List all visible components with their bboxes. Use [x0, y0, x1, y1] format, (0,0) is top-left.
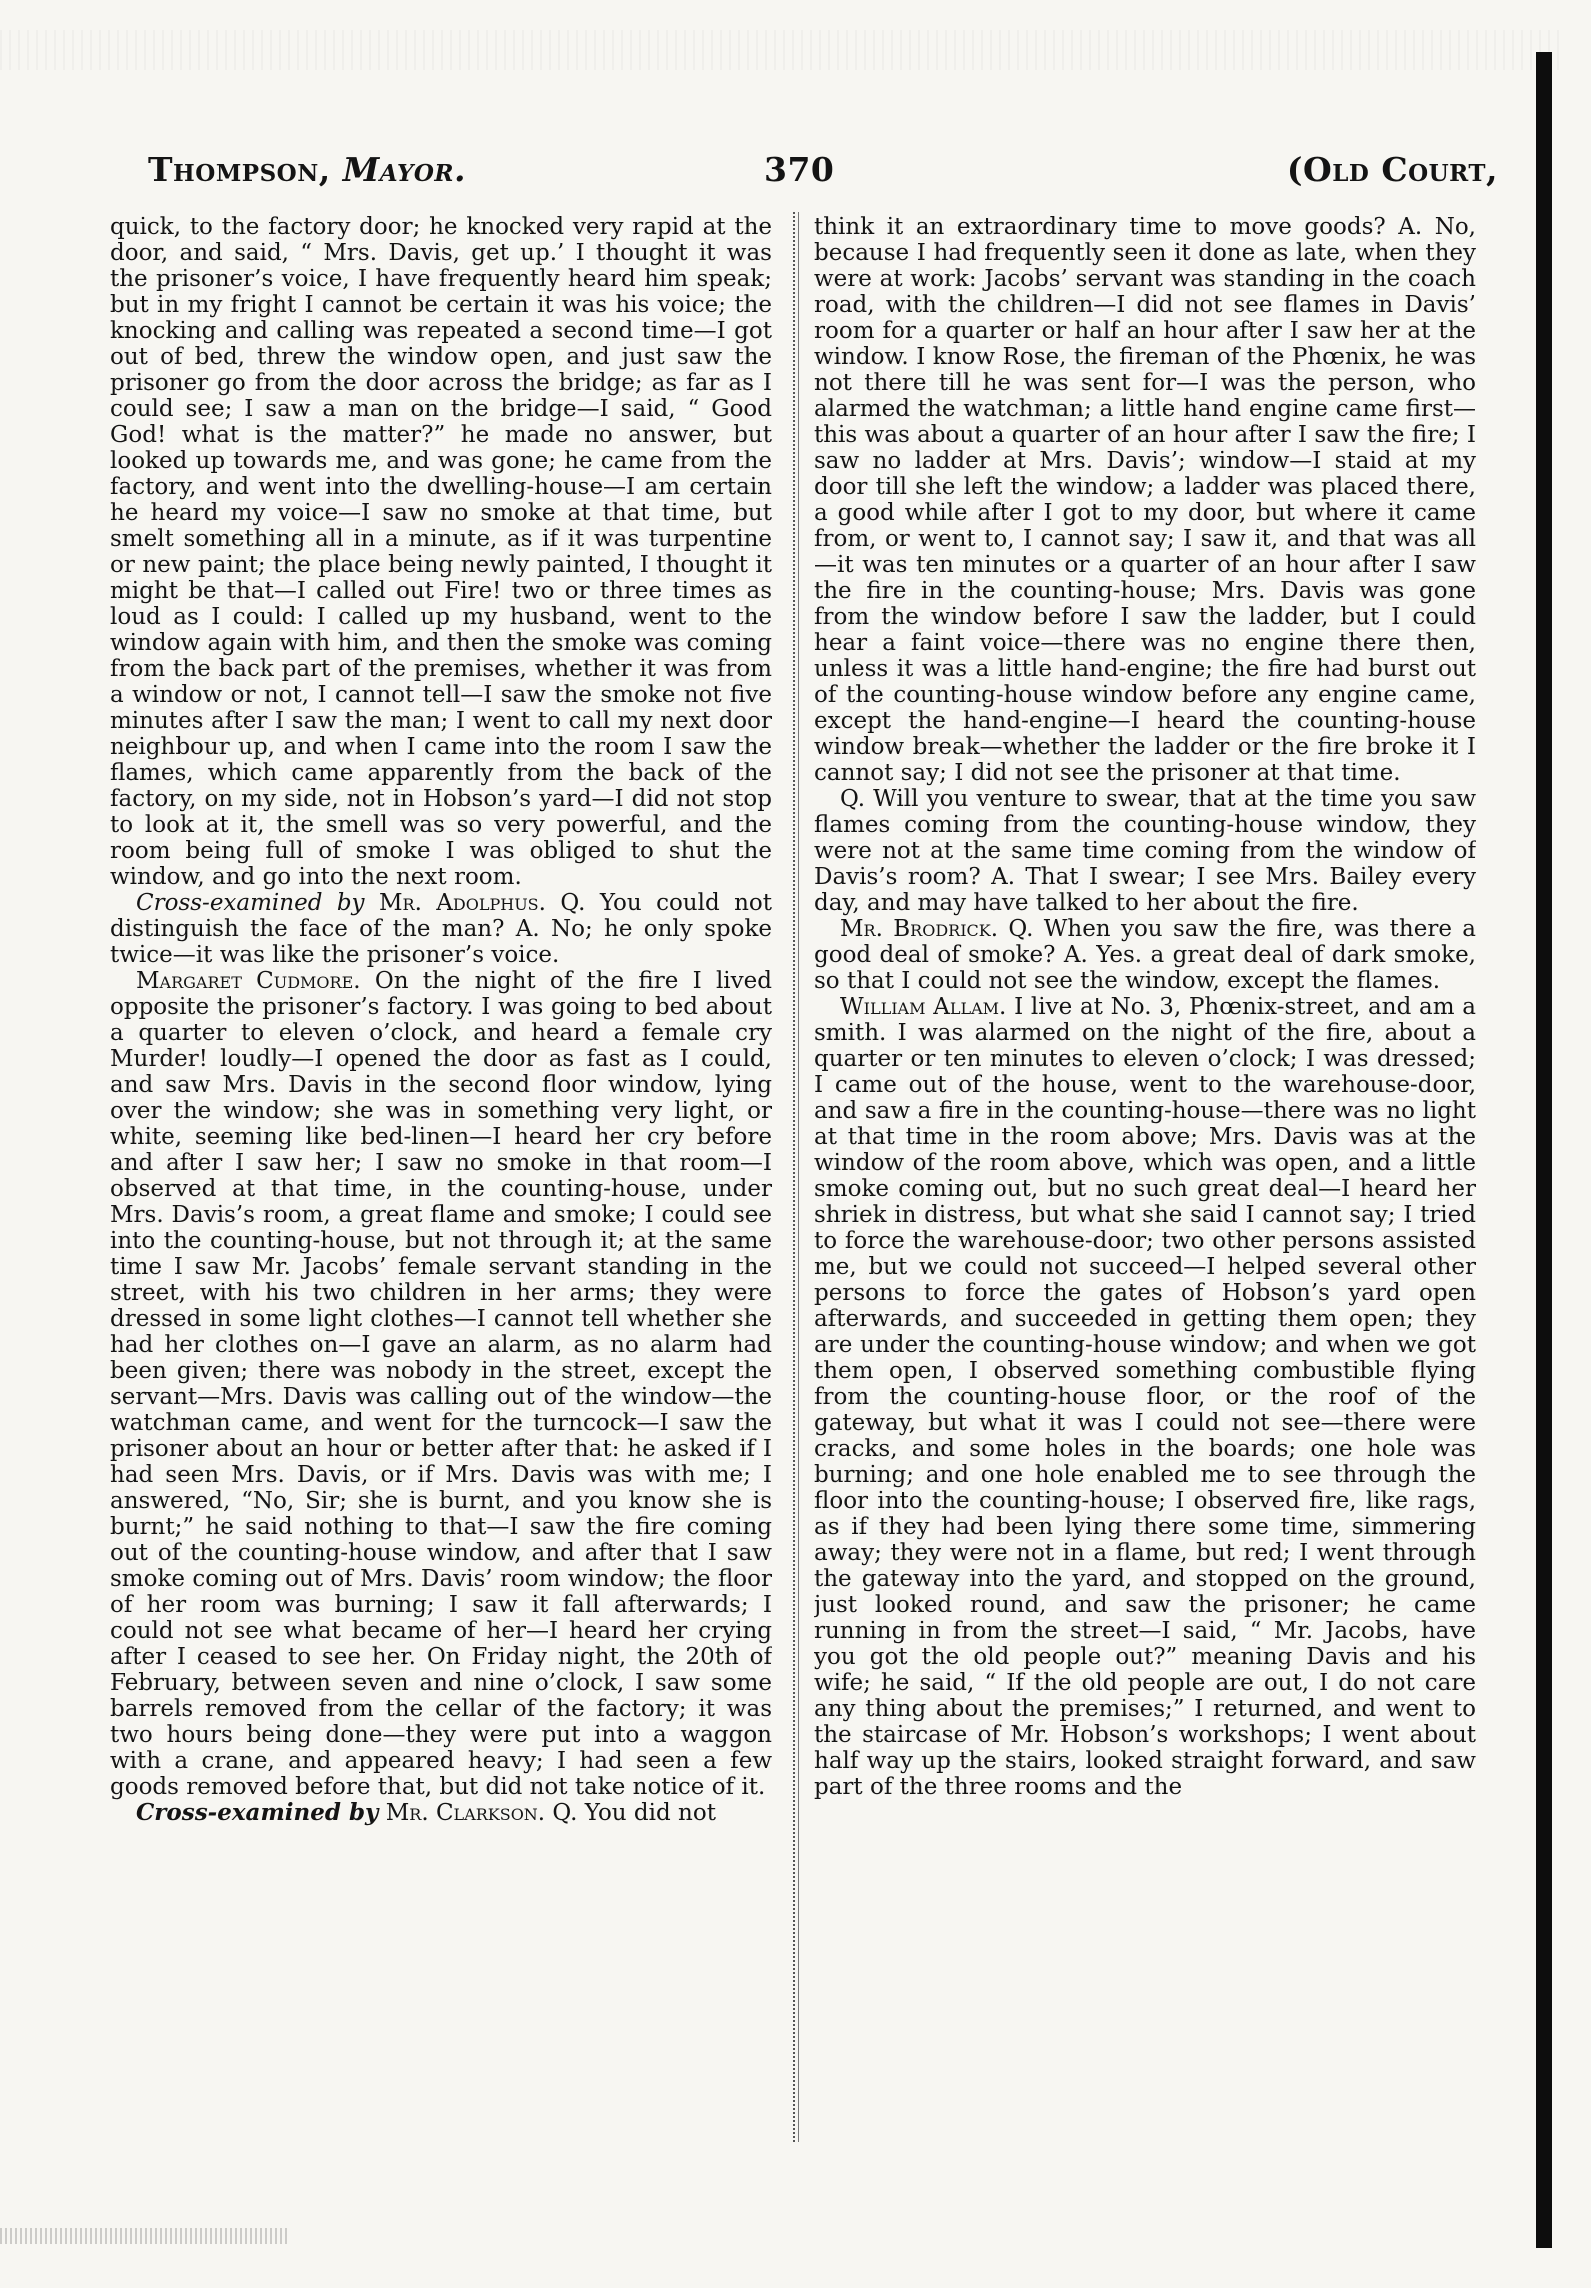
speaker-name: Mr. Brodrick. [840, 916, 999, 942]
cross-examined-label: Cross-examined by [136, 1799, 379, 1826]
speaker-name: Mr. Clarkson. [385, 1800, 546, 1826]
right-column [814, 214, 1476, 2138]
header-name: Thompson, [148, 150, 331, 189]
column-divider [793, 212, 795, 2142]
paragraph: Cross-examined by Mr. Clarkson. Q. You did not [136, 1799, 716, 1826]
header-left [148, 150, 466, 189]
header-right: (Old Court, [1286, 150, 1498, 189]
binding-edge [1536, 52, 1552, 2248]
paragraph: Q. Will you venture to swear, that at the time you saw flames coming from the counting-house window, they were not at the same time coming from the window of Davis’s room? A. That I swear; I see Mrs. Bailey every day, and may have talked to her about the fire. [814, 786, 1476, 916]
paragraph: Cross-examined by Mr. Adolphus. Q. You could not distinguish the face of the man? A. No; he only spoke twice—it was like the prisoner’s voice. [110, 890, 772, 968]
column-divider-rule [798, 212, 799, 2142]
paragraph: Margaret Cudmore. On the night of the fire I lived opposite the prisoner’s factory. I was going to bed about a quarter to eleven o’clock, and heard a female cry Murder! loudly—I opened the door as fast as I could, and saw Mrs. Davis in the second floor window, lying over the window; she was in something very light, or white, seeming like bed-linen—I heard her cry before and after I saw her; I saw no smoke in that room—I observed at that time, in the counting-house, under Mrs. Davis’s room, a great flame and smoke; I could see into the counting-house, but not through it; at the same time I saw Mr. Jacobs’ female servant standing in the street, with his two children in her arms; they were dressed in some light clothes—I cannot tell whether she had her clothes on—I gave an alarm, as no alarm had been given; there was nobody in the street, except the servant—Mrs. Davis was calling out of the window—the watchman came, and went for the turncock—I saw the prisoner about an hour or better after that: he asked if I had seen Mrs. Davis, or if Mrs. Davis was with me; I answered, “No, Sir; she is burnt, and you know she is burnt;” he said nothing to that—I saw the fire coming out of the counting-house window, and after that I saw smoke coming out of Mrs. Davis’ room window; the floor of her room was burning; I saw it fall afterwards; I could not see what became of her—I heard her crying after I ceased to see her. On Friday night, the 20th of February, between seven and nine o’clock, I saw some barrels removed from the cellar of the factory; it was two hours being done—they were put into a waggon with a crane, and appeared heavy; I had seen a few goods removed before that, but did not take notice of it. [110, 968, 772, 1800]
left-column [110, 214, 772, 2138]
speaker-name: William Allam. [840, 994, 1007, 1020]
paragraph: think it an extraordinary time to move goods? A. No, because I had frequently seen it done as late, when they were at work: Jacobs’ servant was standing in the coach road, with the children—I did not see flames in Davis’ room for a quarter or half an hour after I saw her at the window. I know Rose, the fireman of the Phœnix, he was not there till he was sent for—I was the person, who alarmed the watchman; a little hand engine came first—this was about a quarter of an hour after I saw the fire; I saw no ladder at Mrs. Davis’; window—I staid at my door till she left the window; a ladder was placed there, a good while after I got to my door, but where it came from, or went to, I cannot say; I saw it, and that was all—it was ten minutes or a quarter of an hour after I saw the fire in the counting-house; Mrs. Davis was gone from the window before I saw the ladder, but I could hear a faint voice—there was no engine there then, unless it was a little hand-engine; the fire had burst out of the counting-house window before any engine came, except the hand-engine—I heard the counting-house window break—whether the ladder or the fire broke it I cannot say; I did not see the prisoner at that time. [814, 214, 1476, 786]
speaker-name: Margaret Cudmore. [136, 968, 361, 994]
page-number: 370 [764, 150, 835, 189]
paragraph: quick, to the factory door; he knocked very rapid at the door, and said, “ Mrs. Davis, get up.’ I thought it was the prisoner’s voice, I have frequently heard him speak; but in my fright I cannot be certain it was his voice; the knocking and calling was repeated a second time—I got out of bed, threw the window open, and just saw the prisoner go from the door across the bridge; as far as I could see; I saw a man on the bridge—I said, “ Good God! what is the matter?” he made no answer, but looked up towards me, and was gone; he came from the factory, and went into the dwelling-house—I am certain he heard my voice—I saw no smoke at that time, but smelt something all in a minute, as if it was turpentine or new paint; the place being newly painted, I thought it might be that—I called out Fire! two or three times as loud as I could: I called up my husband, went to the window again with him, and then the smoke was coming from the back part of the premises, whether it was from a window or not, I cannot tell—I saw the smoke not five minutes after I saw the man; I went to call my next door neighbour up, and when I came into the room I saw the flames, which came apparently from the back of the factory, on my side, not in Hobson’s yard—I did not stop to look at it, the smell was so very powerful, and the room being full of smoke I was obliged to shut the window, and go into the next room. [110, 214, 772, 890]
speaker-name: Mr. Adolphus. [378, 890, 546, 916]
paragraph: William Allam. I live at No. 3, Phœnix-street, and am a smith. I was alarmed on the night of the fire, about a quarter or ten minutes to eleven o’clock; I was dressed; I came out of the house, went to the warehouse-door, and saw a fire in the counting-house—there was no light at that time in the room above; Mrs. Davis was at the window of the room above, which was open, and a little smoke coming out, but no such great deal—I heard her shriek in distress, but what she said I cannot say; I tried to force the warehouse-door; two other persons assisted me, but we could not succeed—I helped several other persons to force the gates of Hobson’s yard open afterwards, and succeeded in getting them open; they are under the counting-house window; and when we got them open, I observed something combustible flying from the counting-house floor, or the roof of the gateway, but what it was I could not see—there were cracks, and some holes in the boards; one hole was burning; and one hole enabled me to see through the floor into the counting-house; I observed fire, like rags, as if they had been lying there some time, simmering away; they were not in a flame, but red; I went through the gateway into the yard, and stopped on the ground, just looked round, and saw the prisoner; he came running in from the street—I said, “ Mr. Jacobs, have you got the old people out?” meaning Davis and his wife; he said, “ If the old people are out, I do not care any thing about the premises;” I returned, and went to the staircase of Mr. Hobson’s workshops; I went about half way up the stairs, looked straight forward, and saw part of the three rooms and the [814, 994, 1476, 1800]
header-title: Mayor. [342, 150, 467, 189]
running-header [148, 150, 1498, 196]
cross-examined-label: Cross-examined by [136, 890, 365, 916]
scan-noise-top [0, 30, 1560, 70]
paragraph: Mr. Brodrick. Q. When you saw the fire, was there a good deal of smoke? A. Yes. a great deal of dark smoke, so that I could not see the window, except the flames. [814, 916, 1476, 994]
scan-noise-bottom [0, 2228, 290, 2244]
